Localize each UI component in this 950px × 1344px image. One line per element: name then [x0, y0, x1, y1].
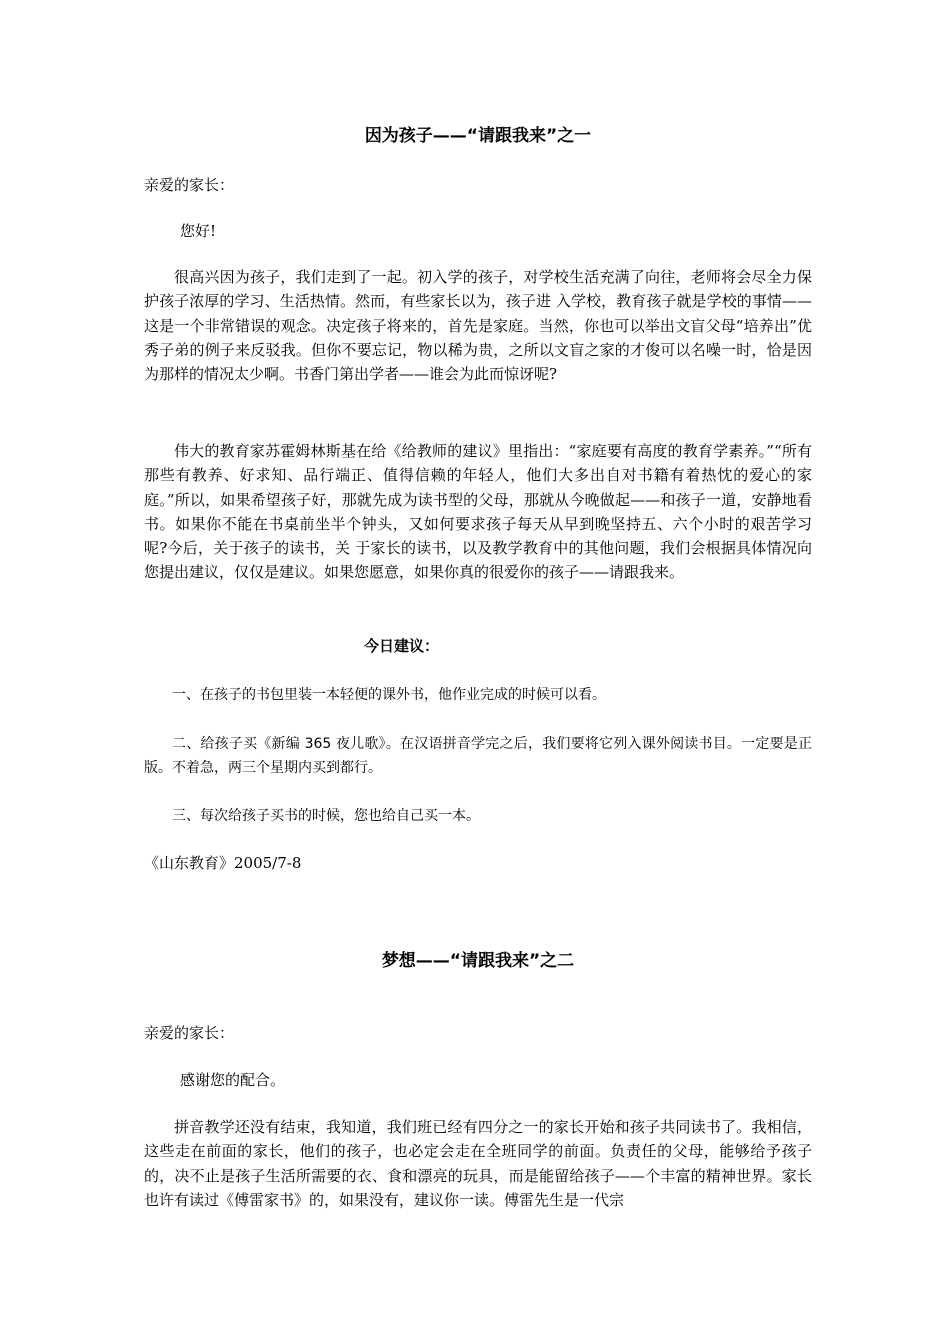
article1-salutation: 亲爱的家长：: [144, 176, 235, 194]
suggestion-item-1: 一、在孩子的书包里装一本轻便的课外书，他作业完成的时候可以看。: [172, 687, 606, 703]
suggestion-item-3: 三、每次给孩子买书的时候，您也给自己买一本。: [172, 808, 480, 824]
article2-salutation: 亲爱的家长：: [144, 1024, 235, 1042]
article2-greeting: 感谢您的配合。: [180, 1071, 286, 1089]
article2-title: 梦想——“请跟我来”之二: [381, 951, 575, 971]
article1-paragraph-2: 伟大的教育家苏霍姆林斯基在给《给教师的建议》里指出：“家庭要有高度的教育学素养。”“所有那些有教养、好求知、品行端正、值得信赖的年轻人，他们大多出自对书籍有着热忱的爱心的家庭。”所以，如果希望孩子好，那就先成为读书型的父母，那就从今晚做起——和孩子一道，安静地看书。如果你不能在书桌前坐半个钟头，又如何要求孩子每天从早到晚坚持五、六个小时的艰苦学习呢?今后，关于孩子的读书，关 于家长的读书，以及教学教育中的其他问题，我们会根据具体情况向您提出建议，仅仅是建议。如果您愿意，如果你真的很爱你的孩子——请跟我来。: [144, 442, 812, 582]
suggestion-item-2: 二、给孩子买《新编 365 夜儿歌》。在汉语拼音学完之后，我们要将它列入课外阅读书目。一定要是正版。不着急，两三个星期内买到都行。: [144, 736, 812, 777]
article2-paragraph-1: 拼音教学还没有结束，我知道，我们班已经有四分之一的家长开始和孩子共同读书了。我相信，这些走在前面的家长，他们的孩子，也必定会走在全班同学的前面。负责任的父母，能够给予孩子的，决不止是孩子生活所需要的衣、食和漂亮的玩具，而是能留给孩子——个丰富的精神世界。家长也许有读过《傅雷家书》的，如果没有，建议你一读。傅雷先生是一代宗: [144, 1118, 812, 1209]
article1-greeting: 您好!: [180, 222, 217, 240]
article1-paragraph-1: 很高兴因为孩子，我们走到了一起。初入学的孩子，对学校生活充满了向往，老师将会尽全力保护孩子浓厚的学习、生活热情。然而，有些家长以为，孩子进 入学校，教育孩子就是学校的事情——这是一个非常错误的观念。决定孩子将来的，首先是家庭。当然，你也可以举出文盲父母“培养出”优秀子弟的例子来反驳我。但你不要忘记，物以稀为贵，之所以文盲之家的才俊可以名噪一时，恰是因为那样的情况太少啊。书香门第出学者——谁会为此而惊讶呢?: [144, 268, 812, 384]
suggestion-heading: 今日建议：: [364, 637, 440, 655]
article1-title: 因为孩子——“请跟我来”之一: [364, 126, 592, 146]
article1-source: 《山东教育》2005/7-8: [144, 854, 302, 872]
